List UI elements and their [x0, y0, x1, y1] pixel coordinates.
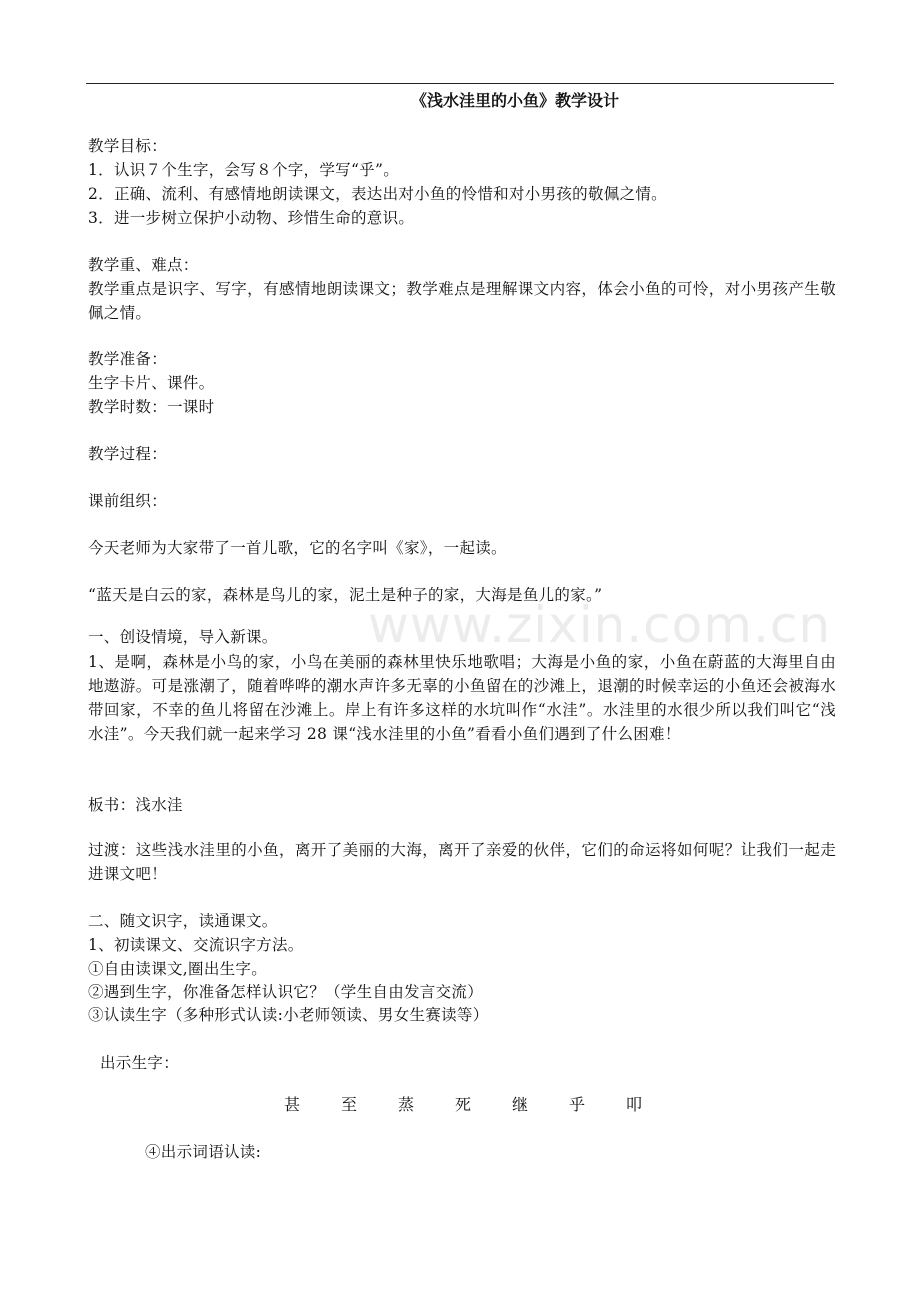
- sub-step: ①自由读课文,圈出生字。: [88, 960, 268, 978]
- sub-step: ③认读生字（多种形式认读:小老师领读、男女生赛读等）: [88, 1006, 489, 1024]
- character: 乎: [569, 1095, 586, 1114]
- character: 死: [455, 1095, 472, 1114]
- paragraph: 1、是啊，森林是小鸟的家，小鸟在美丽的森林里快乐地歌唱；大海是小鱼的家，小鱼在蔚蓝的大海里自由地遨游。可是涨潮了，随着哗哗的潮水声许多无辜的小鱼留在的沙滩上，退潮的时候幸运的小鱼还会被海水带回家，不幸的鱼儿将留在沙滩上。岸上有许多这样的水坑叫作“水洼”。水洼里的水很少所以我们叫它“浅水洼”。今天我们就一起来学习 28 课“浅水洼里的小鱼”看看小鱼们遇到了什么困难！: [88, 653, 836, 743]
- show-characters-label: 出示生字：: [100, 1054, 180, 1072]
- new-characters-row: [284, 1094, 684, 1116]
- watermark: www.zixin.com.cn: [368, 596, 832, 654]
- blackboard-note: 板书：浅水洼: [88, 796, 183, 814]
- section-heading-pre-class: 课前组织：: [88, 492, 168, 510]
- step-heading-2: 二、随文识字，读通课文。: [88, 912, 278, 930]
- character: 继: [512, 1095, 529, 1114]
- sub-step: ②遇到生字，你准备怎样认识它？（学生自由发言交流）: [88, 983, 484, 1001]
- paragraph: 今天老师为大家带了一首儿歌，它的名字叫《家》，一起读。: [88, 539, 507, 557]
- section-heading-process: 教学过程：: [88, 445, 168, 463]
- section-heading-objectives: 教学目标：: [88, 137, 168, 155]
- character: 甚: [284, 1095, 301, 1114]
- objective-item: 2．正确、流利、有感情地朗读课文，表达出对小鱼的怜惜和对小男孩的敬佩之情。: [88, 185, 667, 203]
- preparation-text: 生字卡片、课件。: [88, 374, 215, 392]
- step-heading-1: 一、创设情境，导入新课。: [88, 628, 278, 646]
- key-points-text: 教学重点是识字、写字，有感情地朗读课文；教学难点是理解课文内容，体会小鱼的可怜，对小男孩产生敬佩之情。: [88, 280, 836, 322]
- song-quote: “蓝天是白云的家，森林是鸟儿的家，泥土是种子的家，大海是鱼儿的家。”: [88, 586, 603, 604]
- sub-step: 1、初读课文、交流识字方法。: [88, 936, 304, 954]
- show-words-label: ④出示词语认读:: [145, 1143, 262, 1161]
- objective-item: 3．进一步树立保护小动物、珍惜生命的意识。: [88, 209, 415, 227]
- character: 蒸: [398, 1095, 415, 1114]
- transition-text: 过渡：这些浅水洼里的小鱼，离开了美丽的大海，离开了亲爱的伙伴，它们的命运将如何呢？让我们一起走进课文吧！: [88, 841, 836, 883]
- section-heading-key-points: 教学重、难点：: [88, 256, 199, 274]
- document-title: 《浅水洼里的小鱼》教学设计: [410, 91, 619, 110]
- header-rule: [86, 83, 834, 84]
- section-heading-preparation: 教学准备：: [88, 350, 168, 368]
- lesson-count: 教学时数：一课时: [88, 398, 215, 416]
- objective-item: 1．认识７个生字，会写８个字，学写“乎”。: [88, 161, 400, 179]
- character: 叩: [626, 1095, 643, 1114]
- character: 至: [341, 1095, 358, 1114]
